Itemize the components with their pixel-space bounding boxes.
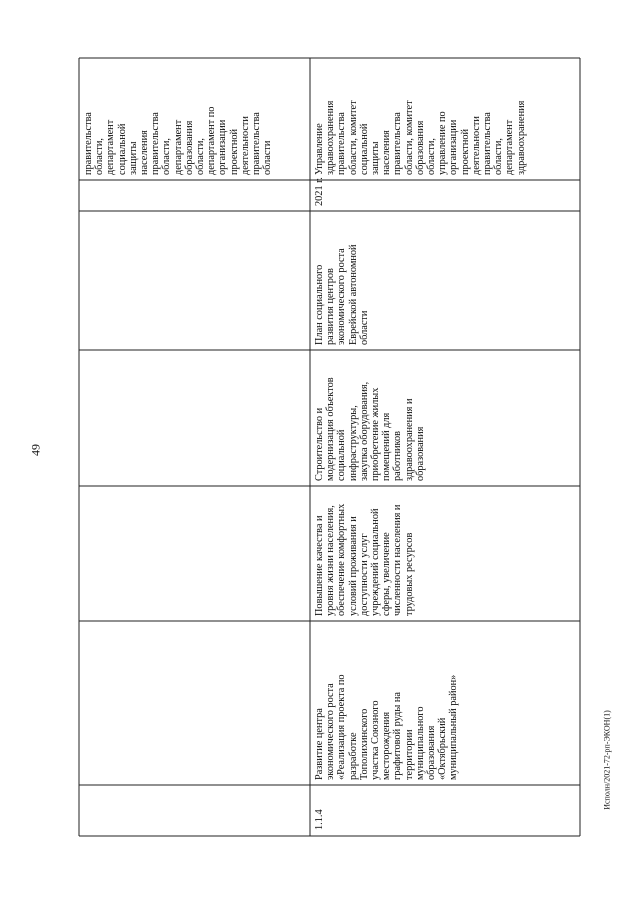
project-cell: Развитие центра экономического роста «Реализация проекта по разработке Тополихинского участка Союзного месторождения графитовой руды на территории муниципального образования «Октябрьский муниципальный район» bbox=[314, 674, 460, 780]
responsible-cell: Управление здравоохранения правительства области, комитет социальной защиты населения правительства области, комитет образования области, управление по организации проектной деятельности правительства области, департамент здравоохранения bbox=[314, 100, 527, 175]
goal-cell: Повышение качества и уровня жизни населения, обеспечение комфортных условий проживания и доступности услуг учреждений социальной сферы, увеличение численности населения и трудовых ресурсов bbox=[314, 503, 415, 616]
page-number: 49 bbox=[28, 444, 43, 456]
activities-cell: Строительство и модернизация объектов социальной инфраструктуры, закупка оборудования, приобретение жилых помещений для работников здравоохранения и образования bbox=[314, 377, 426, 481]
continuation-responsible-cell: правительства области, департамент социальной защиты населения правительства области, департамент образования области, департамент по организации проектной деятельности правительства области bbox=[83, 106, 274, 175]
footer-document-code: Исполн/2021-72-рп-ЭКОН(1) bbox=[602, 710, 612, 810]
row-number-cell: 1.1.4 bbox=[314, 809, 325, 830]
document-cell: План социального развития центров экономического роста Еврейской автономной области bbox=[314, 244, 370, 345]
deadline-cell: 2021 г. bbox=[314, 177, 325, 206]
